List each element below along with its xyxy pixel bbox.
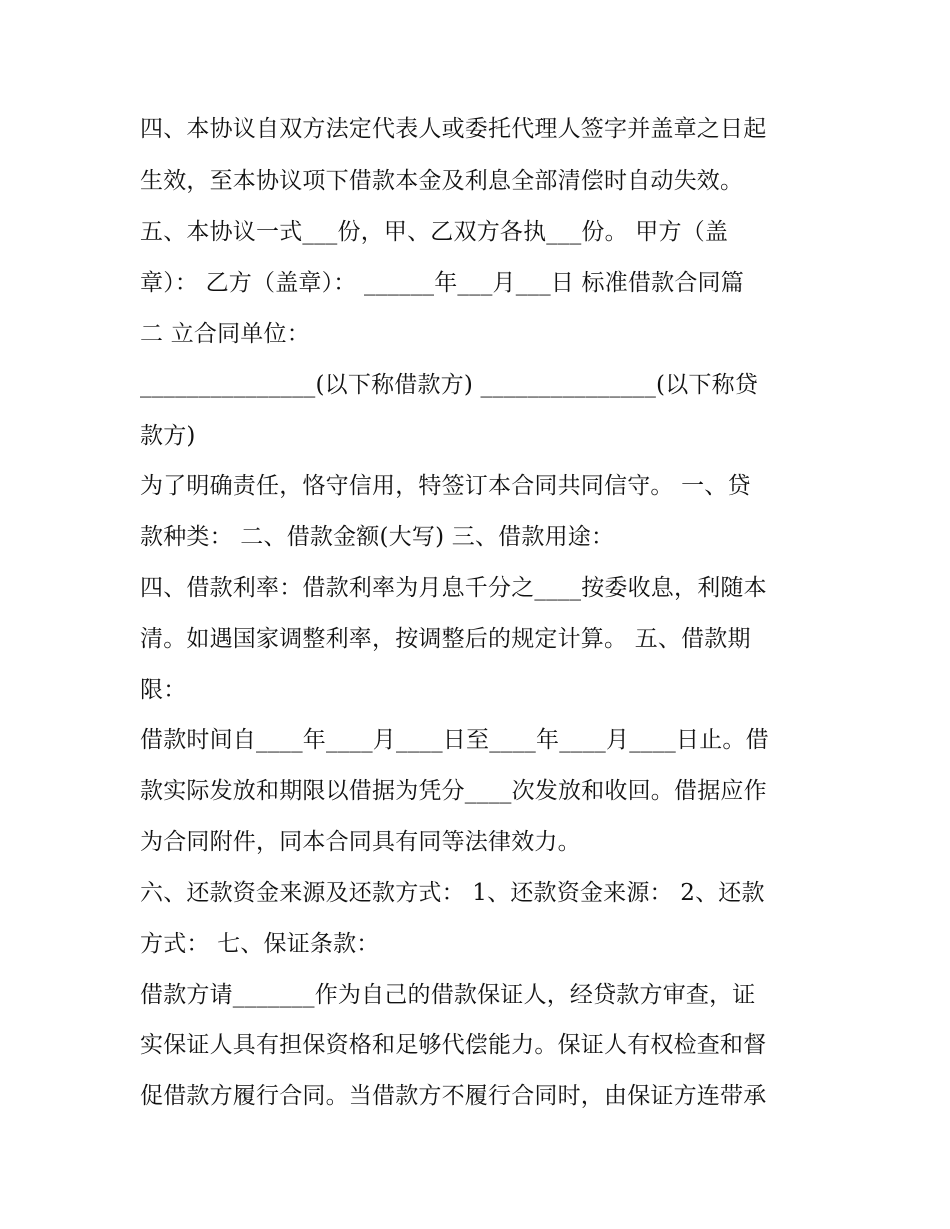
- text-line: 款方): [140, 423, 196, 449]
- text-line: 为合同附件，同本合同具有同等法律效力。: [140, 829, 581, 855]
- text-line: 四、借款利率：借款利率为月息千分之____按委收息，利随本: [140, 575, 767, 601]
- text-line: 为了明确责任，恪守信用，特签订本合同共同信守。 一、贷: [140, 473, 751, 499]
- text-line: 方式： 七、保证条款：: [140, 931, 380, 957]
- text-line: 生效，至本协议项下借款本金及利息全部清偿时自动失效。: [140, 168, 744, 194]
- text-line: 促借款方履行合同。当借款方不履行合同时，由保证方连带承: [140, 1083, 767, 1109]
- text-line: 借款方请_______作为自己的借款保证人，经贷款方审查，证: [140, 982, 756, 1008]
- text-line: 限：: [140, 677, 187, 703]
- text-line: 五、本协议一式___份，甲、乙双方各执___份。 甲方（盖: [140, 219, 729, 245]
- text-line: 四、本协议自双方法定代表人或委托代理人签字并盖章之日起: [140, 116, 767, 142]
- text-line: 章）： 乙方（盖章）： ______年___月___日 标准借款合同篇: [140, 270, 744, 296]
- text-line: 款种类： 二、借款金额(大写) 三、借款用途：: [140, 524, 615, 550]
- text-line: 六、还款资金来源及还款方式： 1、还款资金来源： 2、还款: [140, 880, 765, 906]
- text-line: 款实际发放和期限以借据为凭分____次发放和收回。借据应作: [140, 778, 767, 804]
- text-line: 清。如遇国家调整利率，按调整后的规定计算。 五、借款期: [140, 626, 751, 652]
- text-line: 借款时间自____年____月____日至____年____月____日止。借: [140, 727, 769, 753]
- text-line: 二 立合同单位：: [140, 321, 310, 347]
- text-line: 实保证人具有担保资格和足够代偿能力。保证人有权检查和督: [140, 1032, 767, 1058]
- text-line: _______________(以下称借款方) _______________(以下称贷: [140, 372, 759, 398]
